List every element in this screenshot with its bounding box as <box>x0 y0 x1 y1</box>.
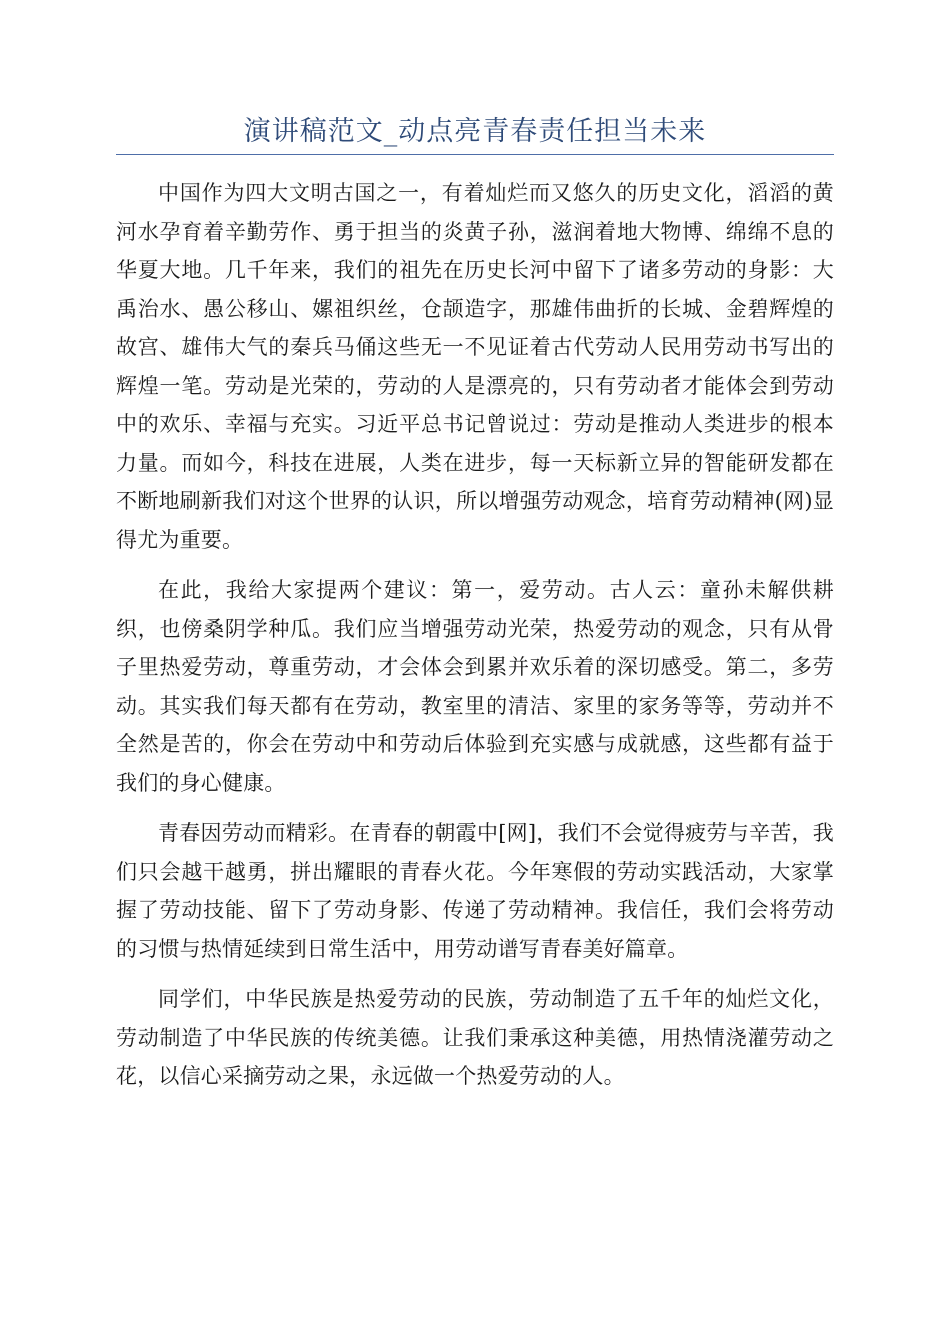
title-block <box>116 112 834 155</box>
paragraph-3: 青春因劳动而精彩。在青春的朝霞中[网]，我们不会觉得疲劳与辛苦，我们只会越干越勇，拼出耀眼的青春火花。今年寒假的劳动实践活动，大家掌握了劳动技能、留下了劳动身影、传递了劳动精神。我信任，我们会将劳动的习惯与热情延续到日常生活中，用劳动谱写青春美好篇章。 <box>116 821 834 961</box>
paragraph-4: 同学们，中华民族是热爱劳动的民族，劳动制造了五千年的灿烂文化，劳动制造了中华民族的传统美德。让我们秉承这种美德，用热情浇灌劳动之花，以信心采摘劳动之果，永远做一个热爱劳动的人。 <box>116 987 834 1088</box>
title-underline <box>116 154 834 155</box>
document-body <box>116 174 834 1108</box>
paragraph-2: 在此，我给大家提两个建议：第一，爱劳动。古人云：童孙未解供耕织，也傍桑阴学种瓜。我们应当增强劳动光荣，热爱劳动的观念，只有从骨子里热爱劳动，尊重劳动，才会体会到累并欢乐着的深切感受。第二，多劳动。其实我们每天都有在劳动，教室里的清洁、家里的家务等等，劳动并不全然是苦的，你会在劳动中和劳动后体验到充实感与成就感，这些都有益于我们的身心健康。 <box>116 578 834 795</box>
document-title: 演讲稿范文_动点亮青春责任担当未来 <box>243 116 707 147</box>
paragraph-1: 中国作为四大文明古国之一，有着灿烂而又悠久的历史文化，滔滔的黄河水孕育着辛勤劳作、勇于担当的炎黄子孙，滋润着地大物博、绵绵不息的华夏大地。几千年来，我们的祖先在历史长河中留下了诸多劳动的身影：大禹治水、愚公移山、嫘祖织丝，仓颉造字，那雄伟曲折的长城、金碧辉煌的故宫、雄伟大气的秦兵马俑这些无一不见证着古代劳动人民用劳动书写出的辉煌一笔。劳动是光荣的，劳动的人是漂亮的，只有劳动者才能体会到劳动中的欢乐、幸福与充实。习近平总书记曾说过：劳动是推动人类进步的根本力量。而如今，科技在进展，人类在进步，每一天标新立异的智能研发都在不断地刷新我们对这个世界的认识，所以增强劳动观念，培育劳动精神(网)显得尤为重要。 <box>116 181 834 552</box>
